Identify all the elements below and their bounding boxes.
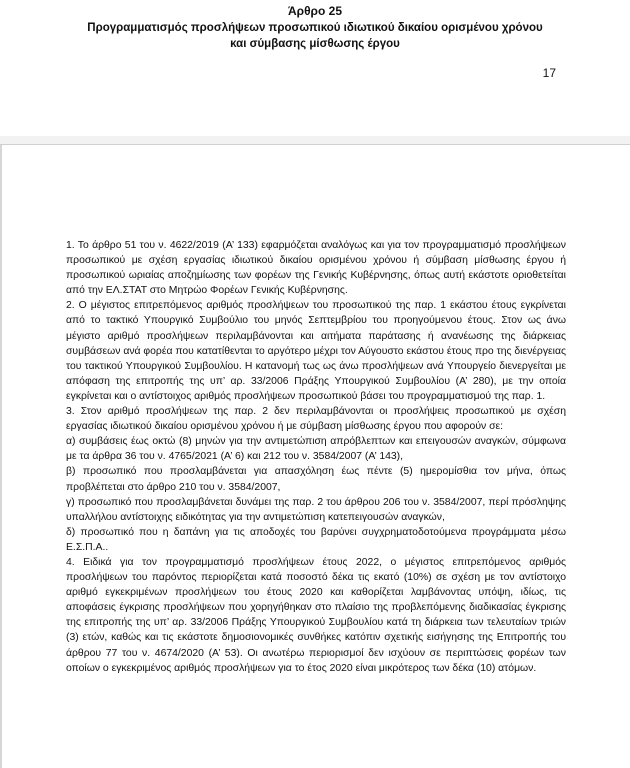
- page-separator: [0, 144, 630, 145]
- paragraph-2: 2. Ο μέγιστος επιτρεπόμενος αριθμός προσλήψεων του προσωπικού της παρ. 1 εκάστου έτους εγκρίνεται από το τακτικό Υπουργικό Συμβούλιο του μηνός Σεπτεμβρίου του προηγούμενου έτους. Στον ως άνω μέγιστο αριθμό προσλήψεων περιλαμβάνονται και αιτήματα παράτασης ή ανανέωσης της διάρκειας συμβάσεων ανά φορέα που κατατίθενται το αργότερο μέχρι τον Αύγουστο εκάστου έτους προ της διενέργειας του τακτικού Υπουργικού Συμβουλίου. Η κατανομή τως ως άνω προσλήψεων ανά Υπουργείο διενεργείται με απόφαση της επιτροπής της υπ’ αρ. 33/2006 Πράξης Υπουργικού Συμβουλίου (Α’ 280), με την οποία εγκρίνεται και ο αντίστοιχος αριθμός προσλήψεων προσωπικού βάσει του προγραμματισμού της παρ. 1.: [66, 300, 566, 402]
- paragraph-3d: δ) προσωπικό που η δαπάνη για τις αποδοχές του βαρύνει συγχρηματοδοτούμενα προγράμματα μέσω Ε.Σ.Π.Α..: [66, 526, 566, 553]
- page-number: 17: [542, 66, 556, 80]
- document-body: [66, 238, 566, 676]
- page-gap: [0, 136, 630, 144]
- previous-page-bottom: [0, 0, 630, 136]
- paragraph-3: 3. Στον αριθμό προσλήψεων της παρ. 2 δεν περιλαμβάνονται οι προσλήψεις προσωπικού με σχέση εργασίας ιδιωτικού δικαίου ορισμένου χρόνου ή με σύμβαση μίσθωσης έργου που αφορούν σε:: [66, 406, 566, 433]
- article-subtitle: Προγραμματισμός προσλήψεων προσωπικού ιδιωτικού δικαίου ορισμένου χρόνου και σύμβασης μίσθωσης έργου: [87, 22, 543, 50]
- paragraph-1: 1. Το άρθρο 51 του ν. 4622/2019 (Α’ 133) εφαρμόζεται αναλόγως και για τον προγραμματισμό προσλήψεων προσωπικού με σχέση εργασίας ιδιωτικού δικαίου ορισμένου χρόνου ή σύμβαση μίσθωσης έργου ή προσωπικού ωριαίας αποζημίωσης των φορέων της Γενικής Κυβέρνησης, όπως αυτή εκάστοτε οριοθετείται από την ΕΛ.ΣΤΑΤ στο Μητρώο Φορέων Γενικής Κυβέρνησης.: [66, 240, 566, 297]
- article-title: Άρθρο 25: [287, 4, 342, 18]
- paragraph-4: 4. Ειδικά για τον προγραμματισμό προσλήψεων έτους 2022, ο μέγιστος επιτρεπόμενος αριθμός προσλήψεων του παρόντος περιορίζεται κατά ποσοστό δέκα τις εκατό (10%) σε σχέση με τον αντίστοιχο αριθμό εγκεκριμένων προσλήψεων του έτους 2020 και καθορίζεται λαμβάνοντας υπόψη, ιδίως, τις αποφάσεις έγκρισης προσλήψεων που χορηγήθηκαν στο πλαίσιο της προβλεπόμενης διαδικασίας έγκρισης της επιτροπής της υπ’ αρ. 33/2006 Πράξης Υπουργικού Συμβουλίου κατά τη διάρκεια των τελευταίων τριών (3) ετών, καθώς και τις εκάστοτε δημοσιονομικές συνθήκες κατόπιν σχετικής εισήγησης της Επιτροπής του άρθρου 77 του ν. 4674/2020 (Α’ 53). Οι ανωτέρω περιορισμοί δεν ισχύουν σε περιπτώσεις φορέων των οποίων ο εγκεκριμένος αριθμός προσλήψεων για το έτος 2020 είναι μικρότερος των δέκα (10) ατόμων.: [66, 556, 566, 674]
- paragraph-3b: β) προσωπικό που προσλαμβάνεται για απασχόληση έως πέντε (5) ημερομίσθια τον μήνα, όπως προβλέπεται στο άρθρο 210 του ν. 3584/2007,: [66, 466, 566, 493]
- paragraph-3a: α) συμβάσεις έως οκτώ (8) μηνών για την αντιμετώπιση απρόβλεπτων και επειγουσών αναγκών, σύμφωνα με τα άρθρα 36 του ν. 4765/2021 (Α’ 6) και 212 του ν. 3584/2007 (Α’ 143),: [66, 436, 566, 463]
- paragraph-3c: γ) προσωπικό που προσλαμβάνεται δυνάμει της παρ. 2 του άρθρου 206 του ν. 3584/2007, περί πρόσληψης υπαλλήλου αντίστοιχης ειδικότητας για την αντιμετώπιση κατεπειγουσών αναγκών,: [66, 496, 566, 523]
